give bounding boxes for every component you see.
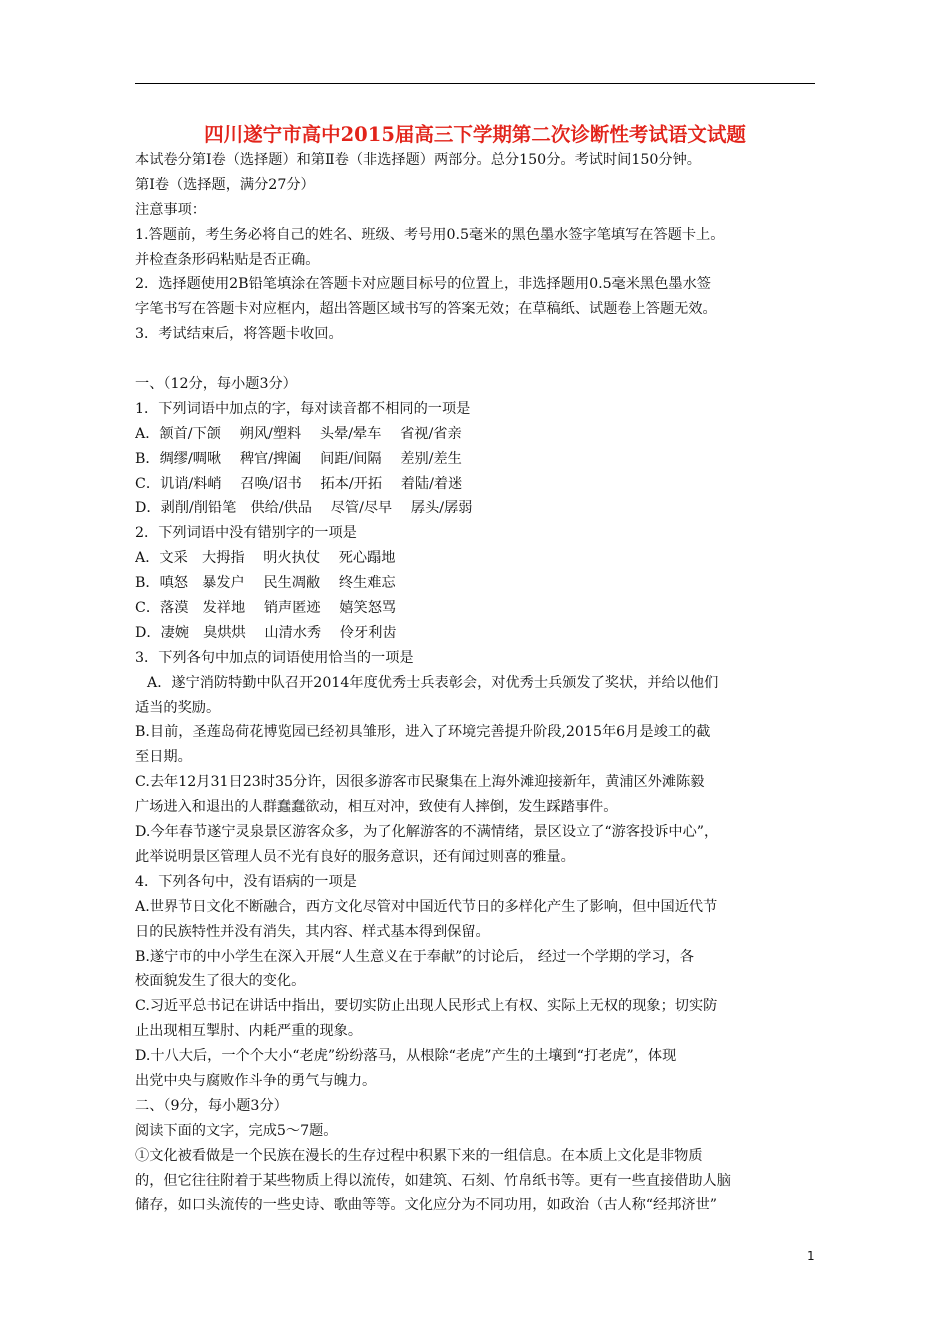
text-line: 1．下列词语中加点的字，每对读音都不相同的一项是 [135,400,471,417]
text-line: 出党中央与腐败作斗争的勇气与魄力。 [135,1072,377,1089]
document-body [135,148,819,1218]
text-line: 日的民族特性并没有消失，其内容、样式基本得到保留。 [135,923,490,940]
text-line: B．嗔怒 暴发户 民生凋敝 终生难忘 [135,575,396,592]
text-line: 字笔书写在答题卡对应框内，超出答题区域书写的答案无效；在草稿纸、试题卷上答题无效。 [135,301,717,318]
text-line: C．落漠 发祥地 销声匿迹 嬉笑怒骂 [135,600,397,617]
text-line: C．讥诮/料峭 召唤/诏书 拓本/开拓 着陆/着迷 [135,475,463,492]
text-line: 校面貌发生了很大的变化。 [135,973,306,990]
text-line: 此举说明景区管理人员不光有良好的服务意识，还有闻过则喜的雅量。 [135,848,575,865]
header-rule [135,83,815,84]
text-line: 本试卷分第Ⅰ卷（选择题）和第Ⅱ卷（非选择题）两部分。总分150分。考试时间150分钟。 [135,152,701,168]
text-line: C.习近平总书记在讲话中指出，要切实防止出现人民形式上有权、实际上无权的现象；切实防 [135,998,718,1015]
text-line: 广场进入和退出的人群蠢蠢欲动，相互对冲，致使有人摔倒，发生踩踏事件。 [135,799,618,816]
text-line: A．遂宁消防特勤中队召开2014年度优秀士兵表彰会，对优秀士兵颁发了奖状，并给以他们 [147,674,719,691]
text-line: 2．选择题使用2B铅笔填涂在答题卡对应题目标号的位置上，非选择题用0.5毫米黑色墨水签 [135,276,711,293]
text-line: A.世界节日文化不断融合，西方文化尽管对中国近代节日的多样化产生了影响，但中国近代节 [135,898,718,915]
text-line: 的，但它往往附着于某些物质上得以流传，如建筑、石刻、竹帛纸书等。更有一些直接借助人脑 [135,1172,731,1189]
text-line: 4．下列各句中，没有语病的一项是 [135,873,357,890]
text-line: B.目前，圣莲岛荷花博览园已经初具雏形，进入了环境完善提升阶段,2015年6月是竣工的截 [135,724,711,741]
text-line: 适当的奖励。 [135,699,221,716]
text-line: 至日期。 [135,749,192,766]
text-line: 1.答题前，考生务必将自己的姓名、班级、考号用0.5毫米的黑色墨水签字笔填写在答题卡上。 [135,226,725,243]
text-line: D.十八大后，一个个大小“老虎”纷纷落马，从根除“老虎”产生的土壤到“打老虎”，体现 [135,1048,677,1065]
text-line: B.遂宁市的中小学生在深入开展“人生意义在于奉献”的讨论后， 经过一个学期的学习，各 [135,948,694,965]
text-line: B．绸缪/啁啾 稗官/捭阖 间距/间隔 差别/差生 [135,450,462,467]
text-line: 止出现相互掣肘、内耗严重的现象。 [135,1023,363,1040]
text-line: 并检查条形码粘贴是否正确。 [135,251,320,268]
text-line: 3．下列各句中加点的词语使用恰当的一项是 [135,649,414,666]
text-line: C.去年12月31日23时35分许，因很多游客市民聚集在上海外滩迎接新年，黄浦区外滩陈毅 [135,774,705,791]
text-line: 第Ⅰ卷（选择题，满分27分） [135,176,315,193]
text-line: 3．考试结束后，将答题卡收回。 [135,326,343,343]
blank-line [135,347,819,372]
document-title: 四川遂宁市高中2015届高三下学期第二次诊断性考试语文试题 [204,123,746,146]
text-line: D.今年春节遂宁灵泉景区游客众多，为了化解游客的不满情绪，景区设立了“游客投诉中心”， [135,824,719,841]
text-line: 阅读下面的文字，完成5～7题。 [135,1122,338,1139]
text-line: D．剥削/削铅笔 供给/供品 尽管/尽早 孱头/孱弱 [135,500,473,517]
text-line: A．文采 大拇指 明火执仗 死心蹋地 [135,550,396,567]
text-line: 一、（12分，每小题3分） [135,376,297,393]
text-line: 注意事项： [135,201,206,218]
text-line: 二、（9分，每小题3分） [135,1097,288,1114]
page-number: 1 [807,1249,815,1263]
text-line: 2．下列词语中没有错别字的一项是 [135,525,357,542]
text-line: A．颔首/下颌 朔风/塑料 头晕/晕车 省视/省亲 [135,425,462,442]
text-line: ①文化被看做是一个民族在漫长的生存过程中积累下来的一组信息。在本质上文化是非物质 [135,1147,703,1164]
text-line: D．凄婉 臭烘烘 山清水秀 伶牙利齿 [135,624,397,641]
text-line: 储存，如口头流传的一些史诗、歌曲等等。文化应分为不同功用，如政治（古人称“经邦济世” [135,1197,718,1214]
